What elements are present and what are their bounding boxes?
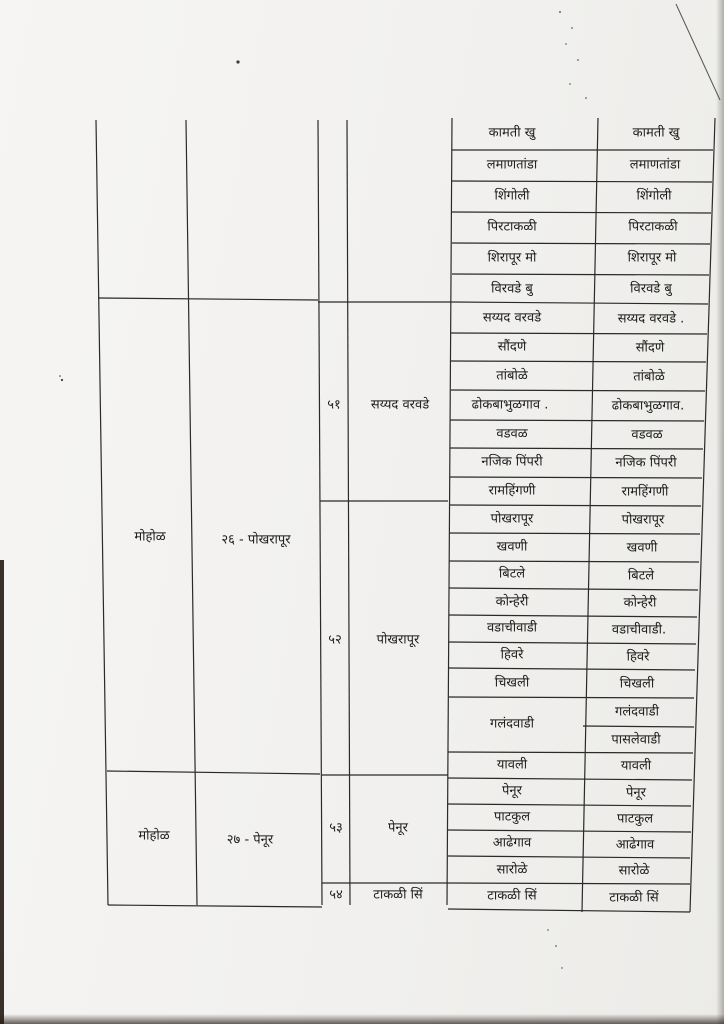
village-cell: आढेगाव bbox=[492, 835, 532, 851]
village-cell: सौंदणे bbox=[497, 339, 527, 355]
village-copy-cell: यावली bbox=[620, 758, 652, 774]
village-cell: टाकळी सिं bbox=[487, 888, 537, 904]
village-copy-cell: चिखली bbox=[619, 676, 655, 692]
village-cell: कोन्हेरी bbox=[495, 594, 529, 610]
village-copy-cell: कामती खु bbox=[632, 125, 680, 141]
village-cell: तांबोळे bbox=[496, 368, 528, 384]
unit-name-cell: पेनूर bbox=[388, 820, 408, 836]
unit-name-cell: पोखरापूर bbox=[376, 632, 420, 648]
village-copy-cell: ढोकबाभुळगाव. bbox=[611, 398, 685, 414]
village-cell: नजिक पिंपरी bbox=[481, 454, 543, 470]
village-cell: पिरटाकळी bbox=[487, 219, 537, 235]
unit-number-cell: ५४ bbox=[329, 887, 343, 903]
village-copy-cell: तांबोळे bbox=[633, 369, 665, 385]
village-cell: वडाचीवाडी bbox=[486, 620, 538, 636]
village-copy-cell: गलंदवाडी bbox=[615, 704, 659, 720]
village-copy-cell: पिरटाकळी bbox=[628, 219, 678, 235]
circle-cell: २७ - पेनूर bbox=[226, 832, 274, 848]
village-copy-cell: वडाचीवाडी. bbox=[611, 622, 667, 638]
village-cell: सय्यद वरवडे bbox=[482, 310, 542, 326]
village-copy-cell: शिंगोली bbox=[636, 188, 672, 204]
village-copy-cell: शिरापूर मो bbox=[627, 250, 677, 266]
village-copy-cell: सौंदणे bbox=[635, 340, 665, 356]
village-copy-cell: विरवडे बु bbox=[630, 281, 672, 297]
page-edge-shadow bbox=[0, 1014, 724, 1024]
village-cell: कामती खु bbox=[488, 125, 536, 141]
village-cell: विरवडे बु bbox=[491, 281, 533, 297]
village-cell: यावली bbox=[496, 757, 528, 773]
village-cell: पोखरापूर bbox=[490, 511, 534, 527]
unit-number-cell: ५२ bbox=[328, 632, 342, 648]
unit-name-cell: टाकळी सिं bbox=[373, 887, 423, 903]
village-copy-cell: वडवळ bbox=[631, 427, 663, 443]
village-copy-cell: नजिक पिंपरी bbox=[615, 455, 677, 471]
village-copy-cell: पासलेवाडी bbox=[611, 732, 661, 748]
village-copy-cell: पोखरापूर bbox=[621, 512, 665, 528]
village-cell: पाटकुल bbox=[493, 809, 531, 825]
village-cell: पेनूर bbox=[502, 783, 522, 799]
page-edge-shadow bbox=[716, 0, 724, 1024]
village-copy-cell: सय्यद वरवडे . bbox=[617, 311, 685, 327]
village-cell: ढोकबाभुळगाव . bbox=[471, 397, 549, 413]
village-copy-cell: टाकळी सिं bbox=[609, 890, 659, 906]
village-cell: बिटले bbox=[498, 566, 526, 582]
village-cell: चिखली bbox=[494, 675, 530, 691]
village-copy-cell: खवणी bbox=[626, 540, 658, 556]
village-copy-cell: पाटकुल bbox=[616, 811, 654, 827]
village-copy-cell: सारोळे bbox=[618, 863, 650, 879]
village-copy-cell: पेनूर bbox=[626, 785, 646, 801]
village-cell: लमाणतांडा bbox=[486, 157, 538, 173]
unit-number-cell: ५१ bbox=[327, 397, 341, 413]
page-edge-shadow bbox=[0, 560, 4, 1024]
village-copy-cell: कोन्हेरी bbox=[623, 595, 657, 611]
village-cell: वडवळ bbox=[496, 426, 528, 442]
village-cell: शिंगोली bbox=[494, 188, 530, 204]
unit-name-cell: सय्यद वरवडे bbox=[370, 397, 430, 413]
circle-cell: २६ - पोखरापूर bbox=[221, 532, 291, 548]
village-cell: शिरापूर मो bbox=[487, 250, 537, 266]
village-cell: गलंदवाडी bbox=[490, 716, 534, 732]
village-copy-cell: हिवरे bbox=[626, 649, 650, 665]
village-cell: हिवरे bbox=[500, 647, 524, 663]
village-copy-cell: लमाणतांडा bbox=[629, 157, 681, 173]
village-cell: रामहिंगणी bbox=[488, 483, 536, 499]
village-cell: सारोळे bbox=[496, 862, 528, 878]
unit-number-cell: ५३ bbox=[329, 820, 343, 836]
village-copy-cell: रामहिंगणी bbox=[621, 484, 669, 500]
village-cell: खवणी bbox=[496, 539, 528, 555]
taluka-cell: मोहोळ bbox=[138, 828, 170, 844]
taluka-cell: मोहोळ bbox=[134, 529, 166, 545]
village-copy-cell: आढेगाव bbox=[615, 837, 655, 853]
village-copy-cell: बिटले bbox=[627, 568, 655, 584]
